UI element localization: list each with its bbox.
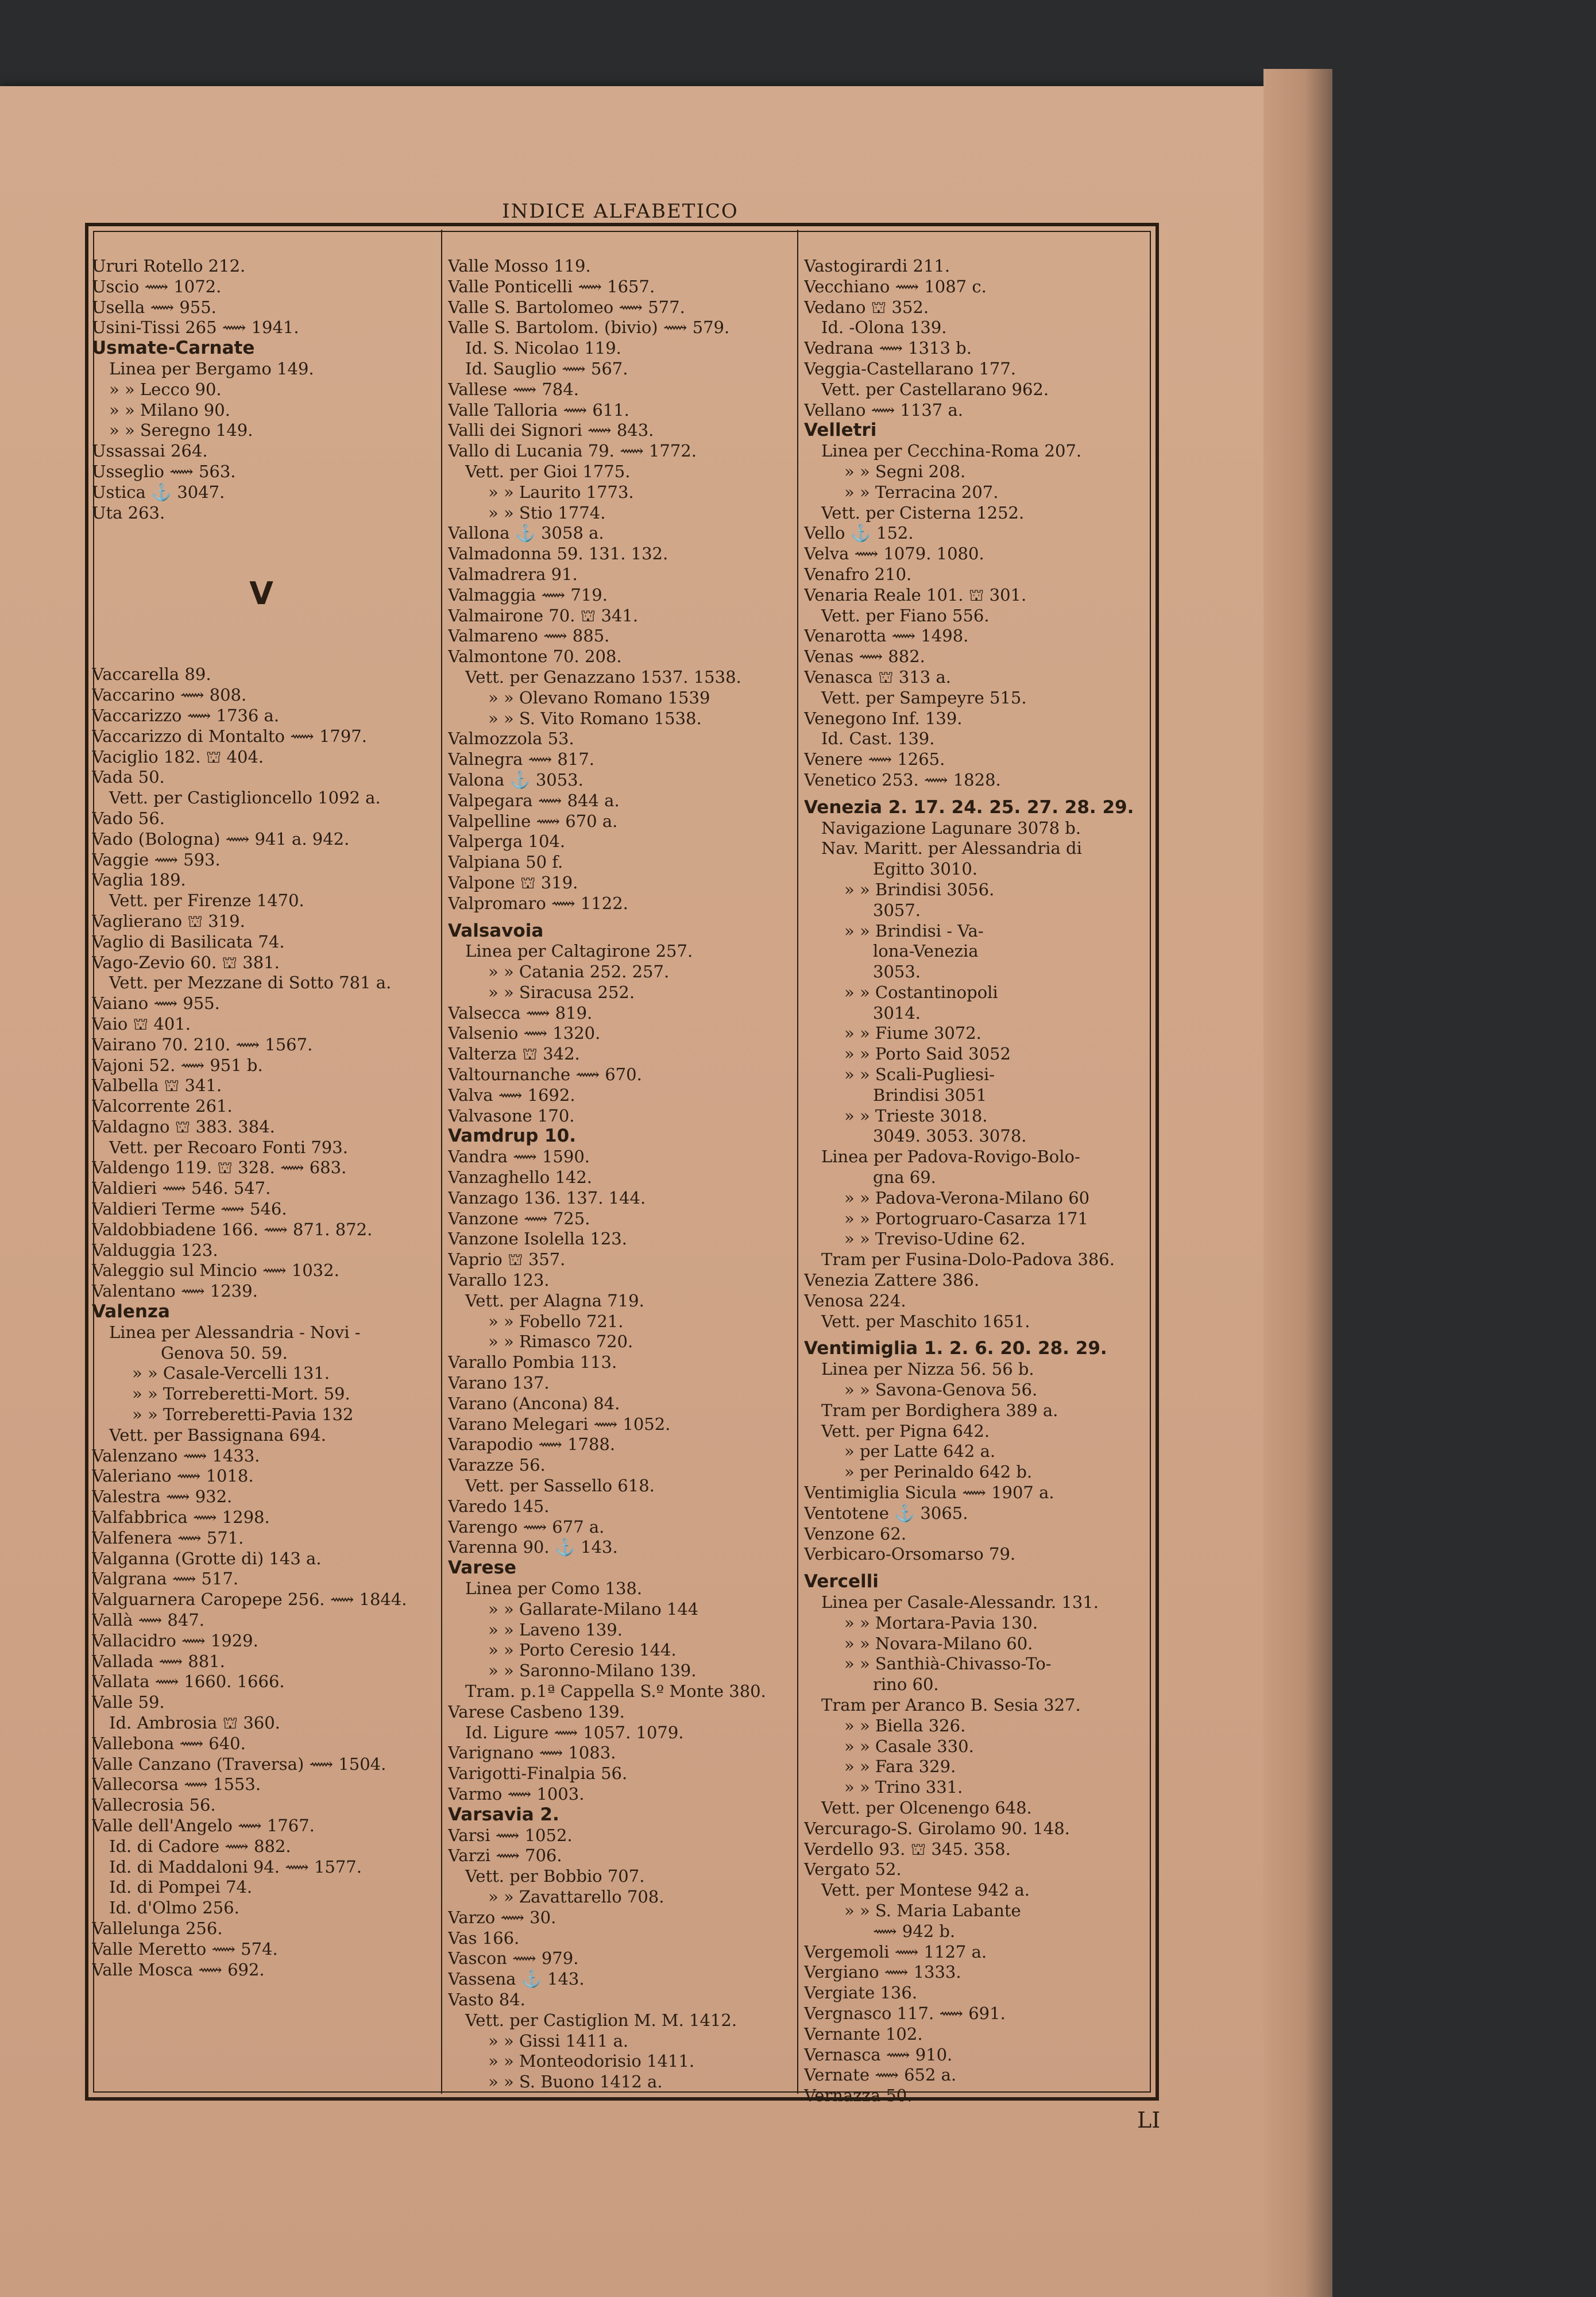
index-entry: Varano Melegari ⟿ 1052.	[448, 1414, 671, 1434]
index-entry: » » Gallarate-Milano 144	[488, 1599, 699, 1619]
index-entry: Valle Mosso 119.	[448, 256, 591, 276]
index-entry: Valsecca ⟿ 819.	[448, 1003, 593, 1023]
index-entry: » » S. Vito Romano 1538.	[488, 708, 702, 728]
index-entry: Linea per Como 138.	[465, 1579, 643, 1598]
index-entry: Linea per Cecchina-Roma 207.	[821, 441, 1082, 461]
index-entry: Uscio ⟿ 1072.	[92, 276, 222, 296]
index-entry: Vercurago-S. Girolamo 90. 148.	[804, 1818, 1070, 1838]
index-entry: Varallo 123.	[448, 1270, 550, 1290]
index-entry: Valguarnera Caropepe 256. ⟿ 1844.	[92, 1590, 407, 1610]
index-entry: Vastogirardi 211.	[804, 256, 950, 276]
index-entry: Tram per Fusina-Dolo-Padova 386.	[821, 1250, 1115, 1270]
index-entry: Valle dell'Angelo ⟿ 1767.	[92, 1815, 315, 1835]
index-entry: Venafro 210.	[804, 564, 912, 584]
index-entry: Vairano 70. 210. ⟿ 1567.	[92, 1034, 313, 1054]
index-entry	[804, 791, 1143, 798]
index-entry: Tram. p.1ª Cappella S.º Monte 380.	[465, 1681, 766, 1701]
index-entry: Valmaggia ⟿ 719.	[448, 585, 608, 605]
index-entry: Varano (Ancona) 84.	[448, 1393, 620, 1413]
index-entry: Vett. per Sassello 618.	[465, 1476, 655, 1496]
index-entry: Valgrana ⟿ 517.	[92, 1569, 239, 1589]
index-entry: Ventotene ⚓ 3065.	[804, 1503, 968, 1523]
index-entry: Vergato 52.	[804, 1859, 902, 1880]
index-entry: » » Fara 329.	[844, 1757, 956, 1777]
index-entry: Valli dei Signori ⟿ 843.	[448, 420, 654, 440]
index-entry: Valmadonna 59. 131. 132.	[448, 544, 668, 564]
index-entry: » » Portogruaro-Casarza 171	[844, 1208, 1088, 1228]
index-entry: » » Porto Said 3052	[844, 1044, 1011, 1064]
index-heading: Varsavia 2.	[448, 1804, 559, 1825]
index-entry: Vett. per Genazzano 1537. 1538.	[465, 667, 741, 687]
index-entry: Venaria Reale 101. ⛫ 301.	[804, 585, 1027, 605]
index-heading: Varese	[448, 1558, 517, 1579]
index-entry: » » Zavattarello 708.	[488, 1886, 664, 1907]
index-entry: Vett. per Alagna 719.	[465, 1290, 644, 1310]
index-entry: Vett. per Fiano 556.	[821, 605, 990, 625]
index-entry: » » Trieste 3018.	[844, 1105, 988, 1126]
index-entry: » » Olevano Romano 1539	[488, 687, 710, 707]
index-entry: Vett. per Bobbio 707.	[465, 1866, 645, 1886]
index-entry: Vallecrosia 56.	[92, 1795, 216, 1815]
index-entry: lona-Venezia	[873, 941, 979, 961]
index-entry: » » Casale-Vercelli 131.	[132, 1363, 330, 1383]
index-entry: ⟿ 942 b.	[873, 1921, 956, 1941]
index-entry: Linea per Padova-Rovigo-Bolo-	[821, 1147, 1080, 1167]
index-entry: Valestra ⟿ 932.	[92, 1487, 233, 1507]
index-entry: Id. di Pompei 74.	[109, 1877, 253, 1897]
page-edge	[1263, 69, 1332, 2297]
index-entry: » » Segni 208.	[844, 461, 966, 481]
index-entry: » » S. Buono 1412 a.	[488, 2072, 663, 2092]
index-entry: » » Fiume 3072.	[844, 1023, 981, 1043]
index-entry: » per Perinaldo 642 b.	[844, 1462, 1033, 1482]
index-entry: Vett. per Sampeyre 515.	[821, 687, 1027, 707]
index-entry: Vett. per Cisterna 1252.	[821, 502, 1025, 523]
index-entry: Valenzano ⟿ 1433.	[92, 1445, 260, 1465]
index-entry: Usseglio ⟿ 563.	[92, 461, 236, 481]
index-entry: » » Laurito 1773.	[488, 482, 634, 502]
index-entry: Valmareno ⟿ 885.	[448, 626, 610, 646]
index-entry: Usini-Tissi 265 ⟿ 1941.	[92, 318, 299, 338]
column-rule	[797, 230, 798, 2094]
index-entry: » » Porto Ceresio 144.	[488, 1640, 677, 1660]
index-entry: Uta 263.	[92, 502, 165, 523]
index-entry: Valle Canzano (Traversa) ⟿ 1504.	[92, 1754, 387, 1774]
index-entry: Vallecorsa ⟿ 1553.	[92, 1774, 261, 1795]
index-entry: Venarotta ⟿ 1498.	[804, 626, 969, 646]
index-entry: » » Padova-Verona-Milano 60	[844, 1188, 1090, 1208]
section-letter: V	[249, 575, 273, 612]
index-entry: Venegono Inf. 139.	[804, 708, 963, 728]
index-entry: Vascon ⟿ 979.	[448, 1948, 579, 1969]
index-entry: Valganna (Grotte di) 143 a.	[92, 1548, 322, 1568]
index-entry: Linea per Nizza 56. 56 b.	[821, 1359, 1034, 1379]
index-entry: Vaio ⛫ 401.	[92, 1014, 191, 1034]
index-entry: Vett. per Pigna 642.	[821, 1421, 990, 1441]
index-entry: Vas 166.	[448, 1928, 520, 1948]
index-entry: Valdengo 119. ⛫ 328. ⟿ 683.	[92, 1158, 347, 1178]
index-entry: » » Terracina 207.	[844, 482, 999, 502]
index-entry: Valle Meretto ⟿ 574.	[92, 1939, 278, 1959]
index-entry: Ustica ⚓ 3047.	[92, 482, 225, 502]
index-entry: Verdello 93. ⛫ 345. 358.	[804, 1839, 1011, 1859]
index-entry: Vado 56.	[92, 808, 165, 828]
index-entry: Valona ⚓ 3053.	[448, 769, 583, 790]
index-entry: Vaprio ⛫ 357.	[448, 1250, 566, 1270]
index-entry: Valbella ⛫ 341.	[92, 1076, 222, 1096]
index-entry: Linea per Alessandria - Novi -	[109, 1322, 361, 1342]
index-entry: Valpiana 50 f.	[448, 852, 563, 872]
index-entry: Vett. per Mezzane di Sotto 781 a.	[109, 973, 392, 993]
index-entry: Valle Talloria ⟿ 611.	[448, 400, 629, 420]
index-entry: Varzo ⟿ 30.	[448, 1907, 557, 1927]
page-number: LI	[1137, 2107, 1161, 2133]
index-entry: Varzi ⟿ 706.	[448, 1846, 562, 1866]
index-entry: Valva ⟿ 1692.	[448, 1085, 575, 1105]
index-entry: Valle 59.	[92, 1692, 165, 1712]
index-entry: Vanzone ⟿ 725.	[448, 1208, 590, 1228]
index-entry: Valmozzola 53.	[448, 729, 574, 749]
index-entry: » » Rimasco 720.	[488, 1332, 633, 1352]
index-entry: Valtournanche ⟿ 670.	[448, 1065, 642, 1085]
index-entry: Varengo ⟿ 677 a.	[448, 1517, 605, 1537]
index-entry: Vanzaghello 142.	[448, 1167, 593, 1188]
index-entry: » » Scali-Pugliesi-	[844, 1065, 995, 1085]
index-entry: Vernazza 50.	[804, 2086, 913, 2106]
index-entry: » » Lecco 90.	[109, 379, 222, 399]
index-entry: Varignano ⟿ 1083.	[448, 1743, 616, 1763]
index-heading: Ventimiglia 1. 2. 6. 20. 28. 29.	[804, 1339, 1107, 1359]
index-entry: Vallà ⟿ 847.	[92, 1610, 204, 1630]
index-entry: » » Gissi 1411 a.	[488, 2031, 629, 2051]
index-entry: Valle Mosca ⟿ 692.	[92, 1959, 265, 1979]
index-entry: Valfenera ⟿ 571.	[92, 1528, 244, 1548]
index-entry: Id. di Cadore ⟿ 882.	[109, 1836, 291, 1856]
index-entry: » » Mortara-Pavia 130.	[844, 1612, 1038, 1633]
index-entry: » » Costantinopoli	[844, 982, 998, 1002]
index-entry: Valpelline ⟿ 670 a.	[448, 811, 618, 831]
index-entry: Varazze 56.	[448, 1455, 546, 1475]
index-entry: Vanzone Isolella 123.	[448, 1229, 627, 1249]
index-entry: Vett. per Montese 942 a.	[821, 1880, 1030, 1900]
index-entry: Tram per Bordighera 389 a.	[821, 1400, 1058, 1420]
index-entry: Varmo ⟿ 1003.	[448, 1784, 585, 1804]
index-entry: » » Monteodorisio 1411.	[488, 2051, 695, 2071]
index-entry: Vanzago 136. 137. 144.	[448, 1188, 646, 1208]
index-column-2	[448, 256, 787, 2093]
index-heading: Usmate-Carnate	[92, 338, 255, 359]
index-entry: Valentano ⟿ 1239.	[92, 1281, 258, 1301]
index-entry: gna 69.	[873, 1167, 936, 1188]
index-entry: » » Casale 330.	[844, 1736, 974, 1756]
index-entry: Vallata ⟿ 1660. 1666.	[92, 1672, 285, 1692]
index-heading: Valenza	[92, 1302, 170, 1322]
index-entry: Valdobbiadene 166. ⟿ 871. 872.	[92, 1219, 373, 1239]
index-entry: Vaglio di Basilicata 74.	[92, 931, 285, 952]
index-entry: 3053.	[873, 962, 921, 982]
index-entry: Vernasca ⟿ 910.	[804, 2044, 953, 2064]
index-entry: Vaccarizzo ⟿ 1736 a.	[92, 705, 280, 725]
index-entry: Venezia Zattere 386.	[804, 1270, 980, 1290]
index-entry: » » Saronno-Milano 139.	[488, 1661, 697, 1681]
index-entry: Vett. per Olcenengo 648.	[821, 1797, 1032, 1818]
index-entry: Venosa 224.	[804, 1290, 906, 1310]
index-entry: » per Latte 642 a.	[844, 1441, 996, 1461]
index-entry: » » Torreberetti-Mort. 59.	[132, 1384, 350, 1404]
index-entry: Valpegara ⟿ 844 a.	[448, 790, 620, 810]
index-entry: Vernante 102.	[804, 2024, 923, 2044]
index-entry: Id. -Olona 139.	[821, 318, 947, 338]
index-heading: Venezia 2. 17. 24. 25. 27. 28. 29.	[804, 797, 1134, 818]
index-entry: Valle Ponticelli ⟿ 1657.	[448, 276, 655, 296]
index-entry: Vallelunga 256.	[92, 1918, 223, 1938]
index-entry: Vaggie ⟿ 593.	[92, 849, 221, 869]
index-entry	[804, 1332, 1143, 1339]
index-entry: Vett. per Castellarano 962.	[821, 379, 1049, 399]
index-entry: » » Laveno 139.	[488, 1619, 623, 1639]
index-entry: Id. Cast. 139.	[821, 729, 935, 749]
index-entry: Vallona ⚓ 3058 a.	[448, 523, 604, 543]
index-entry: Varigotti-Finalpia 56.	[448, 1764, 628, 1784]
index-entry: Veggia-Castellarano 177.	[804, 358, 1017, 378]
index-entry: rino 60.	[873, 1675, 939, 1695]
index-entry: Id. Sauglio ⟿ 567.	[465, 358, 628, 378]
index-entry: Varallo Pombia 113.	[448, 1352, 617, 1372]
index-entry: Vajoni 52. ⟿ 951 b.	[92, 1055, 263, 1075]
index-entry: Vett. per Bassignana 694.	[109, 1425, 326, 1445]
index-entry: Linea per Caltagirone 257.	[465, 941, 693, 961]
index-entry: Usella ⟿ 955.	[92, 297, 217, 317]
index-entry: Varsi ⟿ 1052.	[448, 1825, 573, 1845]
index-entry: » » Santhià-Chivasso-To-	[844, 1654, 1052, 1674]
index-entry: Vaciglio 182. ⛫ 404.	[92, 747, 264, 767]
index-entry: Linea per Bergamo 149.	[109, 358, 314, 378]
index-entry: Valterza ⛫ 342.	[448, 1044, 580, 1064]
index-entry: Valdagno ⛫ 383. 384.	[92, 1116, 275, 1136]
index-entry: Vallebona ⟿ 640.	[92, 1733, 246, 1753]
page-header: INDICE ALFABETICO	[502, 200, 739, 223]
index-entry: Vaiano ⟿ 955.	[92, 993, 220, 1014]
index-entry: Valmontone 70. 208.	[448, 647, 622, 667]
index-entry: Vergnasco 117. ⟿ 691.	[804, 2003, 1006, 2023]
index-entry: Id. d'Olmo 256.	[109, 1898, 239, 1918]
index-entry: » » Torreberetti-Pavia 132	[132, 1405, 354, 1425]
index-entry: Vallacidro ⟿ 1929.	[92, 1630, 258, 1650]
index-entry: Venzone 62.	[804, 1523, 907, 1544]
index-entry: Vecchiano ⟿ 1087 c.	[804, 276, 987, 296]
index-entry	[448, 914, 787, 921]
index-entry: » » Milano 90.	[109, 400, 230, 420]
index-entry: Brindisi 3051	[873, 1085, 987, 1105]
index-entry: » » Brindisi 3056.	[844, 879, 995, 899]
index-heading: Vercelli	[804, 1572, 879, 1592]
index-entry: » » Stio 1774.	[488, 502, 606, 523]
index-entry: Vallada ⟿ 881.	[92, 1651, 225, 1671]
index-heading: Vamdrup 10.	[448, 1126, 576, 1147]
index-entry: Id. di Maddaloni 94. ⟿ 1577.	[109, 1857, 362, 1877]
index-entry: Vedrana ⟿ 1313 b.	[804, 338, 972, 358]
index-entry: » » Brindisi - Va-	[844, 921, 984, 941]
index-entry: Varedo 145.	[448, 1496, 550, 1516]
index-entry: Valeriano ⟿ 1018.	[92, 1466, 254, 1486]
index-entry: Velva ⟿ 1079. 1080.	[804, 544, 984, 564]
index-entry: » » Fobello 721.	[488, 1311, 624, 1331]
index-entry: » » Trino 331.	[844, 1777, 963, 1797]
index-entry: Vergemoli ⟿ 1127 a.	[804, 1942, 987, 1962]
index-entry: Valle S. Bartolomeo ⟿ 577.	[448, 297, 685, 317]
index-entry: Vandra ⟿ 1590.	[448, 1147, 590, 1167]
index-entry: Vaccarizzo di Montalto ⟿ 1797.	[92, 726, 367, 746]
index-entry: Ururi Rotello 212.	[92, 256, 246, 276]
index-entry: » » Biella 326.	[844, 1715, 966, 1735]
index-entry: Valpone ⛫ 319.	[448, 872, 578, 892]
index-entry: » » Seregno 149.	[109, 420, 253, 440]
index-entry: Valduggia 123.	[92, 1240, 218, 1260]
index-entry: Valmairone 70. ⛫ 341.	[448, 605, 639, 625]
index-entry: Vaccarino ⟿ 808.	[92, 685, 247, 705]
index-entry: Vaglierano ⛫ 319.	[92, 911, 245, 931]
index-entry: Vett. per Gioi 1775.	[465, 461, 631, 481]
index-entry: Linea per Casale-Alessandr. 131.	[821, 1592, 1099, 1612]
index-entry: Vett. per Maschito 1651.	[821, 1311, 1030, 1331]
index-entry: Navigazione Lagunare 3078 b.	[821, 818, 1081, 838]
index-entry: Valsenio ⟿ 1320.	[448, 1023, 601, 1043]
index-entry: Valdieri ⟿ 546. 547.	[92, 1178, 271, 1198]
index-column-1	[92, 256, 431, 1980]
index-column-3	[804, 256, 1143, 2106]
index-entry: Id. Ambrosia ⛫ 360.	[109, 1713, 280, 1733]
index-entry: Varano 137.	[448, 1373, 550, 1393]
index-entry: 3049. 3053. 3078.	[873, 1126, 1027, 1146]
index-entry: Vett. per Firenze 1470.	[109, 891, 304, 911]
index-entry: Vago-Zevio 60. ⛫ 381.	[92, 952, 280, 972]
index-entry: Ussassai 264.	[92, 441, 208, 461]
index-entry: Valle S. Bartolom. (bivio) ⟿ 579.	[448, 318, 730, 338]
index-entry: Vaglia 189.	[92, 870, 186, 890]
index-heading: Velletri	[804, 420, 877, 441]
index-entry: Valmadrera 91.	[448, 564, 578, 584]
index-entry: Vett. per Castiglioncello 1092 a.	[109, 788, 381, 808]
index-entry: Vallo di Lucania 79. ⟿ 1772.	[448, 441, 697, 461]
index-entry: Ventimiglia Sicula ⟿ 1907 a.	[804, 1483, 1054, 1503]
index-entry: Genova 50. 59.	[161, 1343, 288, 1363]
index-entry: Vett. per Recoaro Fonti 793.	[109, 1137, 348, 1157]
index-entry: » » Treviso-Udine 62.	[844, 1229, 1026, 1249]
index-entry: Tram per Aranco B. Sesia 327.	[821, 1695, 1081, 1715]
index-entry: Vaccarella 89.	[92, 664, 211, 685]
index-entry: 3057.	[873, 900, 921, 920]
index-entry: Vallese ⟿ 784.	[448, 379, 579, 399]
index-entry: Nav. Maritt. per Alessandria di	[821, 838, 1082, 859]
index-entry: 3014.	[873, 1003, 921, 1023]
index-entry: » » Novara-Milano 60.	[844, 1633, 1033, 1653]
index-entry: Venere ⟿ 1265.	[804, 749, 945, 769]
index-entry: Egitto 3010.	[873, 859, 978, 879]
index-entry: Valperga 104.	[448, 832, 566, 852]
index-entry: Venetico 253. ⟿ 1828.	[804, 769, 1001, 790]
index-entry: Vergiate 136.	[804, 1983, 918, 2003]
index-entry: Valdieri Terme ⟿ 546.	[92, 1199, 287, 1219]
index-entry: Id. S. Nicolao 119.	[465, 338, 621, 358]
index-entry: » » Savona-Genova 56.	[844, 1380, 1038, 1400]
index-entry: Venasca ⛫ 313 a.	[804, 667, 951, 687]
index-entry: Valnegra ⟿ 817.	[448, 749, 594, 769]
index-entry: Venas ⟿ 882.	[804, 647, 925, 667]
index-entry: » » S. Maria Labante	[844, 1900, 1021, 1920]
index-entry: Valfabbrica ⟿ 1298.	[92, 1507, 270, 1528]
index-entry: Verbicaro-Orsomarso 79.	[804, 1544, 1016, 1564]
index-entry: Varese Casbeno 139.	[448, 1702, 625, 1722]
index-entry: Vasto 84.	[448, 1989, 525, 2009]
index-entry: » » Siracusa 252.	[488, 982, 635, 1002]
index-entry: Id. Ligure ⟿ 1057. 1079.	[465, 1722, 684, 1742]
index-entry: Vada 50.	[92, 767, 165, 787]
index-entry: Varapodio ⟿ 1788.	[448, 1434, 616, 1455]
index-entry: Vedano ⛫ 352.	[804, 297, 929, 317]
index-entry: Vassena ⚓ 143.	[448, 1969, 585, 1989]
index-entry: Varenna 90. ⚓ 143.	[448, 1537, 618, 1557]
index-entry	[804, 1565, 1143, 1572]
index-entry: Vado (Bologna) ⟿ 941 a. 942.	[92, 829, 350, 849]
index-entry: Valvasone 170.	[448, 1105, 575, 1126]
index-entry: Vellano ⟿ 1137 a.	[804, 400, 963, 420]
index-entry: Vello ⚓ 152.	[804, 523, 914, 543]
index-entry: Vergiano ⟿ 1333.	[804, 1962, 961, 1982]
index-entry: Vett. per Castiglion M. M. 1412.	[465, 2010, 737, 2030]
index-heading: Valsavoia	[448, 921, 544, 941]
column-rule	[441, 230, 442, 2094]
index-entry: Valeggio sul Mincio ⟿ 1032.	[92, 1260, 339, 1281]
index-entry: Valpromaro ⟿ 1122.	[448, 893, 628, 913]
index-entry: Vernate ⟿ 652 a.	[804, 2065, 957, 2085]
index-entry: Valcorrente 261.	[92, 1096, 233, 1116]
index-entry: » » Catania 252. 257.	[488, 962, 670, 982]
